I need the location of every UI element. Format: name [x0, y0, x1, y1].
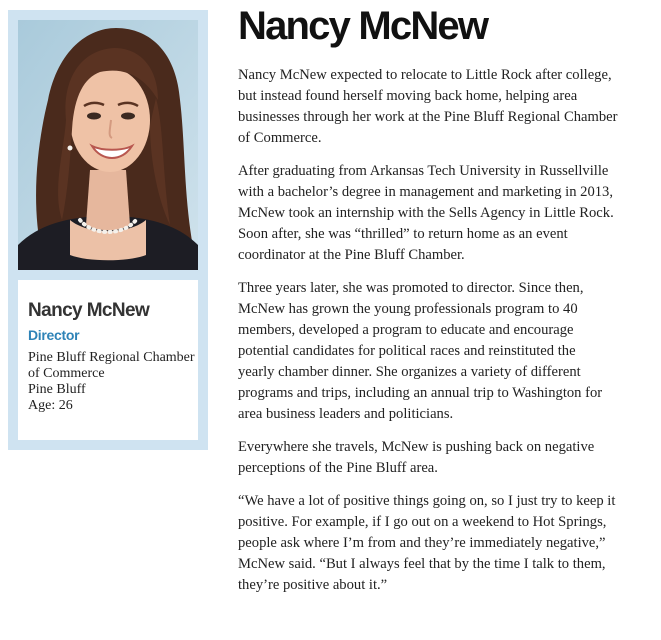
article-line: area business leaders and politicians.	[238, 406, 454, 422]
profile-role: Director	[28, 327, 80, 343]
profile-organization: Pine Bluff Regional Chamber of Commerce	[28, 350, 195, 381]
profile-name: Nancy McNew	[28, 300, 150, 321]
article-line: Everywhere she travels, McNew is pushing back on negative	[238, 439, 595, 455]
article-line: Nancy McNew expected to relocate to Little Rock after college,	[238, 67, 612, 83]
profile-card	[18, 280, 198, 440]
article-line: with a bachelor’s degree in management and marketing in 2013,	[238, 184, 613, 200]
article-line: coordinator at the Pine Bluff Chamber.	[238, 247, 465, 263]
profile-city: Pine Bluff	[28, 382, 86, 397]
article-line: they’re positive about it.”	[238, 577, 388, 593]
article-line: After graduating from Arkansas Tech University in Russellville	[238, 163, 609, 179]
article-paragraph	[238, 437, 661, 479]
article-line: Soon after, she was “thrilled” to return home as an event	[238, 226, 568, 242]
article-line: potential candidates for political races and reinstituted the	[238, 343, 576, 359]
article-line: programs and trips, including an annual trip to Washington for	[238, 385, 603, 401]
article-line: Three years later, she was promoted to director. Since then,	[238, 280, 584, 296]
article-paragraph	[238, 65, 661, 149]
article-line: people ask where I’m from and they’re immediately negative,”	[238, 535, 606, 551]
article-line: perceptions of the Pine Bluff area.	[238, 460, 438, 476]
article-line: McNew took an internship with the Sells Agency in Little Rock.	[238, 205, 614, 221]
article-line: businesses through her work at the Pine Bluff Regional Chamber	[238, 109, 618, 125]
article-paragraph	[238, 491, 661, 596]
article-line: “We have a lot of positive things going on, so I just try to keep it	[238, 493, 616, 509]
portrait-photo	[18, 20, 198, 270]
article-line: but instead found herself moving back home, helping area	[238, 88, 578, 104]
portrait-photo-icon	[18, 20, 198, 270]
profile-info	[28, 350, 196, 414]
article-body	[238, 65, 661, 608]
article-paragraph	[238, 278, 661, 425]
profile-sidebar	[8, 10, 208, 450]
article-line: McNew said. “But I always feel that by the time I talk to them,	[238, 556, 606, 572]
article-line: McNew has grown the young professionals program to 40	[238, 301, 578, 317]
article-line: positive. For example, if I go out on a weekend to Hot Springs,	[238, 514, 607, 530]
article-paragraph	[238, 161, 661, 266]
profile-age: Age: 26	[28, 398, 73, 413]
article-line: yearly chamber dinner. She organizes a variety of different	[238, 364, 581, 380]
article-line: members, developed a program to educate and encourage	[238, 322, 574, 338]
article-line: of Commerce.	[238, 130, 322, 146]
page-title: Nancy McNew	[238, 4, 488, 48]
